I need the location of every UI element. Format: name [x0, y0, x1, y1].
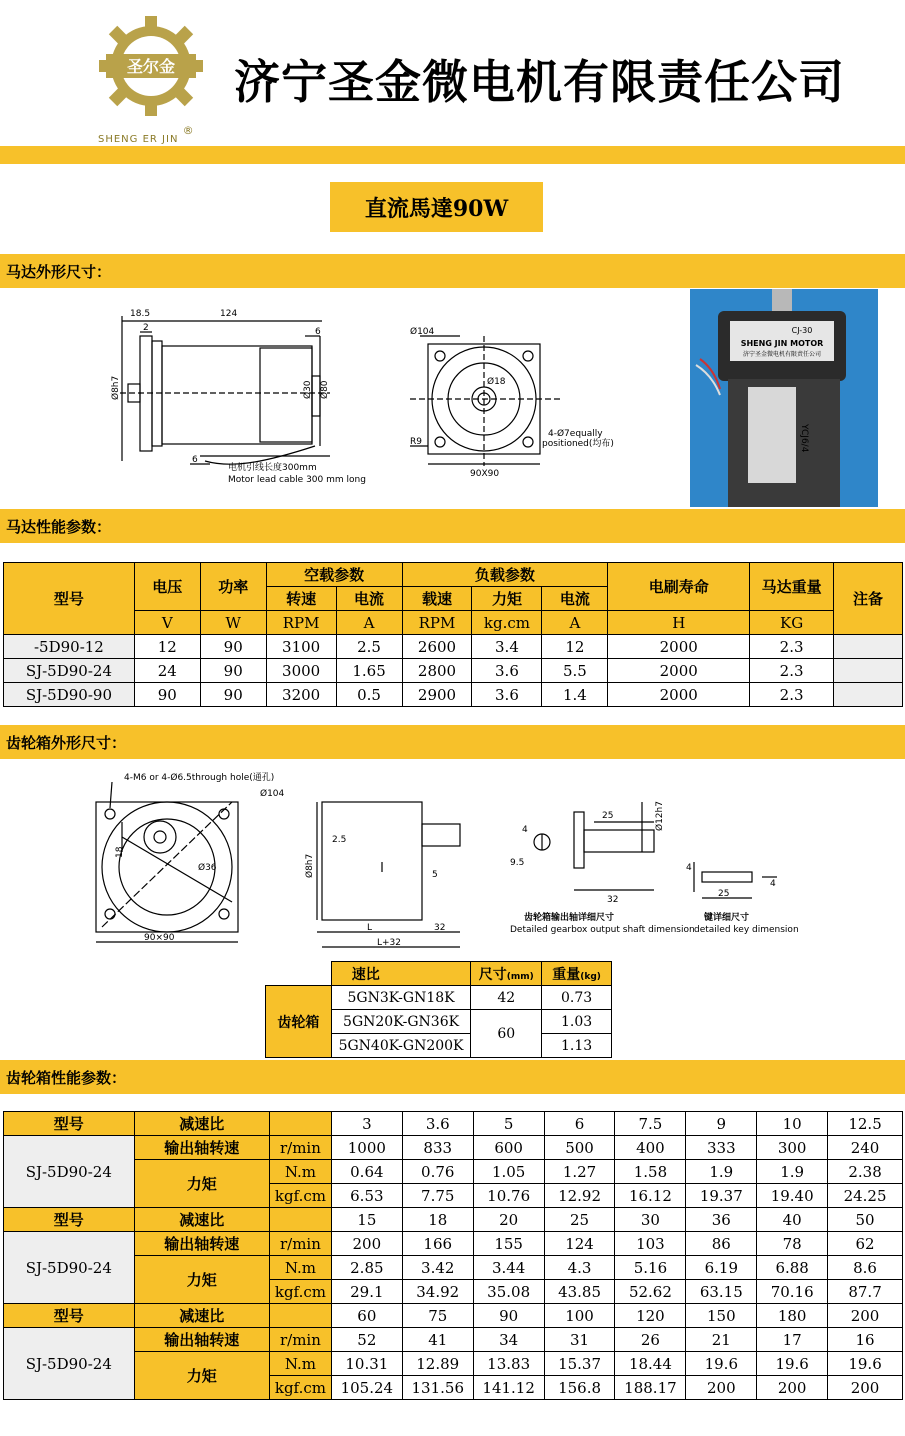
row-torque: 3.6: [472, 659, 542, 683]
torque-kgf-cell: 6.53: [331, 1184, 402, 1208]
torque-kgf-cell: 19.37: [686, 1184, 757, 1208]
torque-nm-cell: 5.16: [615, 1256, 686, 1280]
torque-kgf-cell: 105.24: [331, 1376, 402, 1400]
table-row: [4, 635, 903, 659]
row-note: [834, 635, 903, 659]
gear-dim-36: Ø36: [198, 863, 217, 873]
gear-dim-90x90: 90×90: [144, 933, 175, 943]
speed-cell: 62: [828, 1232, 903, 1256]
key-dim-4-right: 4: [770, 879, 776, 889]
header-divider-bar: [0, 146, 905, 164]
row-load-current: 12: [542, 635, 608, 659]
gear-dim-8h7: Ø8h7: [305, 853, 315, 878]
speed-cell: 52: [331, 1328, 402, 1352]
speed-cell: 200: [331, 1232, 402, 1256]
gear-dim-18: 18: [115, 846, 125, 858]
header-ratio: 减速比: [134, 1112, 269, 1136]
photo-brand: SHENG JIN MOTOR: [740, 339, 824, 348]
torque-kgf-cell: 16.12: [615, 1184, 686, 1208]
sub-speed: 转速: [266, 587, 336, 611]
speed-cell: 600: [473, 1136, 544, 1160]
torque-nm-cell: 1.58: [615, 1160, 686, 1184]
unit-v: V: [134, 611, 200, 635]
gear-logo-icon: [92, 14, 210, 118]
speed-cell: 16: [828, 1328, 903, 1352]
unit-h: H: [608, 611, 750, 635]
torque-nm-cell: 1.9: [686, 1160, 757, 1184]
torque-kgf-cell: 63.15: [686, 1280, 757, 1304]
row-current: 0.5: [336, 683, 402, 707]
torque-nm-cell: 1.27: [544, 1160, 615, 1184]
torque-nm-row: [4, 1160, 903, 1184]
ratio-cell: 18: [402, 1208, 473, 1232]
unit-kg: KG: [750, 611, 834, 635]
torque-kgf-cell: 12.92: [544, 1184, 615, 1208]
company-name: 济宁圣金微电机有限责任公司: [234, 55, 845, 109]
row-weight: 2.3: [750, 683, 834, 707]
row-weight: 2.3: [750, 635, 834, 659]
shaft-dim-12h7: Ø12h7: [655, 801, 665, 831]
header-weight: 重量(kg): [542, 962, 612, 986]
torque-nm-cell: 8.6: [828, 1256, 903, 1280]
gearbox-label: 齿轮箱: [266, 986, 332, 1058]
torque-kgf-cell: 35.08: [473, 1280, 544, 1304]
row-current: 1.65: [336, 659, 402, 683]
ratio-cell: 120: [615, 1304, 686, 1328]
dim-6-bottom: 6: [192, 455, 198, 465]
row-brush-life: 2000: [608, 659, 750, 683]
ratio-row: [4, 1112, 903, 1136]
row-current: 2.5: [336, 635, 402, 659]
shaft-dim-32: 32: [607, 895, 619, 905]
sub-load-speed: 载速: [402, 587, 472, 611]
ratio-cell: 5: [473, 1112, 544, 1136]
speed-row: [4, 1328, 903, 1352]
row-voltage: 12: [134, 635, 200, 659]
torque-kgf-cell: 19.40: [757, 1184, 828, 1208]
ratio-cell: 25: [544, 1208, 615, 1232]
speed-cell: 124: [544, 1232, 615, 1256]
row-speed: 3000: [266, 659, 336, 683]
speed-row: [4, 1136, 903, 1160]
header-model: 型号: [4, 1304, 135, 1328]
dim-30: Ø30: [303, 380, 313, 399]
ratio-cell: 200: [828, 1304, 903, 1328]
gear-dim-l32: L+32: [377, 938, 402, 948]
row-load-speed: 2900: [402, 683, 472, 707]
row-voltage: 24: [134, 659, 200, 683]
dim-80: Ø80: [320, 380, 330, 399]
torque-kgf-cell: 141.12: [473, 1376, 544, 1400]
shaft-dim-25: 25: [602, 811, 614, 821]
motor-dimension-drawing: [110, 296, 620, 496]
speed-cell: 240: [828, 1136, 903, 1160]
header-torque: 力矩: [134, 1160, 269, 1208]
product-title: 直流馬達90W: [330, 182, 543, 232]
torque-kgf-cell: 7.75: [402, 1184, 473, 1208]
header-model: 型号: [4, 563, 135, 635]
row-power: 90: [200, 635, 266, 659]
dim-18-5: 18.5: [130, 309, 151, 319]
speed-cell: 26: [615, 1328, 686, 1352]
row-model: SJ-5D90-24: [4, 1136, 135, 1208]
ratio-row: [4, 1208, 903, 1232]
row-ratio: 5GN40K-GN200K: [331, 1034, 471, 1058]
dim-r9: R9: [410, 437, 422, 447]
ratio-cell: 30: [615, 1208, 686, 1232]
row-model: SJ-5D90-24: [4, 1232, 135, 1304]
torque-nm-cell: 1.05: [473, 1160, 544, 1184]
header-ratio: 速比: [331, 962, 471, 986]
header-torque: 力矩: [134, 1352, 269, 1400]
ratio-cell: 15: [331, 1208, 402, 1232]
unit-nm: N.m: [269, 1352, 331, 1376]
torque-kgf-cell: 24.25: [828, 1184, 903, 1208]
row-power: 90: [200, 659, 266, 683]
ratio-cell: 180: [757, 1304, 828, 1328]
section-gearbox-performance: 齿轮箱性能参数：: [0, 1060, 905, 1094]
speed-cell: 500: [544, 1136, 615, 1160]
speed-cell: 21: [686, 1328, 757, 1352]
header-output-speed: 输出轴转速: [134, 1136, 269, 1160]
row-torque: 3.6: [472, 683, 542, 707]
row-load-current: 1.4: [542, 683, 608, 707]
header-brush-life: 电刷寿命: [608, 563, 750, 611]
gearbox-dimension-drawing: [82, 762, 822, 958]
torque-kgf-cell: 70.16: [757, 1280, 828, 1304]
torque-nm-cell: 3.44: [473, 1256, 544, 1280]
holes-note-1: 4-Ø7equally: [548, 429, 603, 439]
speed-cell: 86: [686, 1232, 757, 1256]
header-ratio: 减速比: [134, 1208, 269, 1232]
header-output-speed: 输出轴转速: [134, 1328, 269, 1352]
photo-model: CJ-30: [791, 326, 813, 335]
table-row: [4, 683, 903, 707]
dim-18: Ø18: [487, 377, 506, 387]
ratio-cell: 75: [402, 1304, 473, 1328]
section-motor-performance: 马达性能参数：: [0, 509, 905, 543]
row-model: SJ-5D90-24: [4, 1328, 135, 1400]
dim-104: Ø104: [410, 327, 435, 337]
unit-rmin: r/min: [269, 1136, 331, 1160]
section-motor-dimensions: 马达外形尺寸：: [0, 254, 905, 288]
key-caption-en: detailed key dimension: [694, 925, 799, 935]
logo-subtitle: SHENG ER JIN ®: [98, 124, 195, 145]
gear-holes-note: 4-M6 or 4-Ø6.5through hole(通孔): [124, 773, 275, 783]
speed-cell: 41: [402, 1328, 473, 1352]
row-ratio: 5GN20K-GN36K: [331, 1010, 471, 1034]
row-model: SJ-5D90-90: [4, 683, 135, 707]
header-no-load: 空载参数: [266, 563, 402, 587]
torque-nm-cell: 15.37: [544, 1352, 615, 1376]
row-note: [834, 659, 903, 683]
header-voltage: 电压: [134, 563, 200, 611]
sub-current: 电流: [336, 587, 402, 611]
cable-note-cn: 电机引线长度300mm: [228, 463, 317, 473]
ratio-cell: 10: [757, 1112, 828, 1136]
speed-cell: 17: [757, 1328, 828, 1352]
speed-row: [4, 1232, 903, 1256]
photo-company: 济宁圣金微电机有限责任公司: [742, 351, 822, 358]
ratio-cell: 3: [331, 1112, 402, 1136]
header-note: 注备: [834, 563, 903, 635]
header-torque: 力矩: [134, 1256, 269, 1304]
logo-text: 圣尔金: [126, 57, 176, 76]
speed-cell: 1000: [331, 1136, 402, 1160]
row-load-speed: 2600: [402, 635, 472, 659]
ratio-cell: 40: [757, 1208, 828, 1232]
torque-nm-cell: 4.3: [544, 1256, 615, 1280]
row-brush-life: 2000: [608, 683, 750, 707]
torque-kgf-cell: 34.92: [402, 1280, 473, 1304]
row-model: SJ-5D90-24: [4, 659, 135, 683]
torque-nm-row: [4, 1256, 903, 1280]
row-brush-life: 2000: [608, 635, 750, 659]
ratio-cell: 60: [331, 1304, 402, 1328]
dim-124: 124: [220, 309, 238, 319]
unit-rpm: RPM: [266, 611, 336, 635]
torque-kgf-cell: 87.7: [828, 1280, 903, 1304]
torque-nm-cell: 2.85: [331, 1256, 402, 1280]
ratio-cell: 36: [686, 1208, 757, 1232]
unit-nm: N.m: [269, 1160, 331, 1184]
row-note: [834, 683, 903, 707]
cable-note-en: Motor lead cable 300 mm long: [228, 475, 366, 485]
row-weight: 0.73: [542, 986, 612, 1010]
unit-a-load: A: [542, 611, 608, 635]
gear-dim-2-5: 2.5: [332, 835, 347, 845]
torque-kgf-cell: 188.17: [615, 1376, 686, 1400]
torque-nm-cell: 0.64: [331, 1160, 402, 1184]
gear-dim-5: 5: [432, 870, 438, 880]
key-dim-25: 25: [718, 889, 730, 899]
header-load: 负载参数: [402, 563, 608, 587]
torque-kgf-cell: 131.56: [402, 1376, 473, 1400]
dim-2: 2: [143, 323, 149, 333]
torque-nm-cell: 19.6: [686, 1352, 757, 1376]
speed-cell: 31: [544, 1328, 615, 1352]
ratio-row: [4, 1304, 903, 1328]
header-output-speed: 输出轴转速: [134, 1232, 269, 1256]
speed-cell: 155: [473, 1232, 544, 1256]
shaft-caption-en: Detailed gearbox output shaft dimension: [510, 925, 695, 935]
gear-dim-104: Ø104: [260, 789, 285, 799]
speed-cell: 34: [473, 1328, 544, 1352]
torque-nm-cell: 19.6: [757, 1352, 828, 1376]
shaft-dim-9-5: 9.5: [510, 858, 525, 868]
ratio-cell: 12.5: [828, 1112, 903, 1136]
row-size: 42: [471, 986, 542, 1010]
speed-cell: 333: [686, 1136, 757, 1160]
dim-90x90: 90X90: [470, 469, 500, 479]
row-speed: 3200: [266, 683, 336, 707]
ratio-cell: 7.5: [615, 1112, 686, 1136]
unit-kgfcm: kgf.cm: [269, 1280, 331, 1304]
unit-nm: N.m: [269, 1256, 331, 1280]
ratio-cell: 3.6: [402, 1112, 473, 1136]
torque-nm-cell: 1.9: [757, 1160, 828, 1184]
header-model: 型号: [4, 1112, 135, 1136]
photo-label: YCJ6/4: [799, 424, 809, 453]
torque-kgf-cell: 10.76: [473, 1184, 544, 1208]
row-voltage: 90: [134, 683, 200, 707]
torque-nm-cell: 10.31: [331, 1352, 402, 1376]
ratio-cell: 9: [686, 1112, 757, 1136]
header-ratio: 减速比: [134, 1304, 269, 1328]
speed-cell: 103: [615, 1232, 686, 1256]
ratio-cell: 50: [828, 1208, 903, 1232]
unit-rpm-load: RPM: [402, 611, 472, 635]
holes-note-2: positioned(均布): [542, 439, 614, 449]
row-weight: 2.3: [750, 659, 834, 683]
unit-rmin: r/min: [269, 1328, 331, 1352]
ratio-cell: 150: [686, 1304, 757, 1328]
unit-kgfcm: kgf.cm: [269, 1376, 331, 1400]
sub-torque: 力矩: [472, 587, 542, 611]
header-size: 尺寸(mm): [471, 962, 542, 986]
shaft-caption-cn: 齿轮箱输出轴详细尺寸: [524, 913, 615, 923]
speed-cell: 400: [615, 1136, 686, 1160]
torque-nm-cell: 12.89: [402, 1352, 473, 1376]
key-caption-cn: 键详细尺寸: [704, 913, 750, 923]
row-weight: 1.13: [542, 1034, 612, 1058]
torque-kgf-cell: 29.1: [331, 1280, 402, 1304]
section-gearbox-dimensions: 齿轮箱外形尺寸：: [0, 725, 905, 759]
torque-kgf-cell: 156.8: [544, 1376, 615, 1400]
row-speed: 3100: [266, 635, 336, 659]
page-header: [0, 0, 905, 146]
row-load-speed: 2800: [402, 659, 472, 683]
torque-kgf-cell: 200: [828, 1376, 903, 1400]
ratio-cell: 90: [473, 1304, 544, 1328]
gear-dim-l: L: [367, 923, 373, 933]
torque-nm-cell: 0.76: [402, 1160, 473, 1184]
table-row: [266, 986, 612, 1010]
torque-nm-cell: 2.38: [828, 1160, 903, 1184]
speed-cell: 78: [757, 1232, 828, 1256]
unit-rmin: r/min: [269, 1232, 331, 1256]
ratio-cell: 20: [473, 1208, 544, 1232]
ratio-cell: 6: [544, 1112, 615, 1136]
table-row: [4, 659, 903, 683]
motor-performance-table: [3, 562, 903, 707]
torque-nm-cell: 6.88: [757, 1256, 828, 1280]
torque-kgf-cell: 200: [686, 1376, 757, 1400]
shaft-dim-4: 4: [522, 825, 528, 835]
row-load-current: 5.5: [542, 659, 608, 683]
torque-kgf-cell: 52.62: [615, 1280, 686, 1304]
gear-dim-32: 32: [434, 923, 446, 933]
torque-nm-cell: 19.6: [828, 1352, 903, 1376]
dim-6-top: 6: [315, 327, 321, 337]
row-model: -5D90-12: [4, 635, 135, 659]
header-power: 功率: [200, 563, 266, 611]
unit-a: A: [336, 611, 402, 635]
torque-nm-row: [4, 1352, 903, 1376]
torque-nm-cell: 6.19: [686, 1256, 757, 1280]
torque-kgf-cell: 43.85: [544, 1280, 615, 1304]
motor-photo: [690, 289, 878, 507]
row-torque: 3.4: [472, 635, 542, 659]
speed-cell: 166: [402, 1232, 473, 1256]
row-ratio: 5GN3K-GN18K: [331, 986, 471, 1010]
row-power: 90: [200, 683, 266, 707]
speed-cell: 300: [757, 1136, 828, 1160]
torque-nm-cell: 13.83: [473, 1352, 544, 1376]
unit-kgfcm: kgf.cm: [269, 1184, 331, 1208]
ratio-cell: 100: [544, 1304, 615, 1328]
row-weight: 1.03: [542, 1010, 612, 1034]
speed-cell: 833: [402, 1136, 473, 1160]
dim-8h7: Ø8h7: [111, 375, 121, 400]
header-motor-weight: 马达重量: [750, 563, 834, 611]
row-size: 60: [471, 1010, 542, 1058]
gearbox-spec-table: [265, 961, 612, 1058]
key-dim-4-left: 4: [686, 863, 692, 873]
unit-w: W: [200, 611, 266, 635]
header-model: 型号: [4, 1208, 135, 1232]
torque-nm-cell: 18.44: [615, 1352, 686, 1376]
torque-kgf-cell: 200: [757, 1376, 828, 1400]
sub-load-current: 电流: [542, 587, 608, 611]
gearbox-performance-table: [3, 1111, 903, 1400]
unit-kgcm: kg.cm: [472, 611, 542, 635]
torque-nm-cell: 3.42: [402, 1256, 473, 1280]
